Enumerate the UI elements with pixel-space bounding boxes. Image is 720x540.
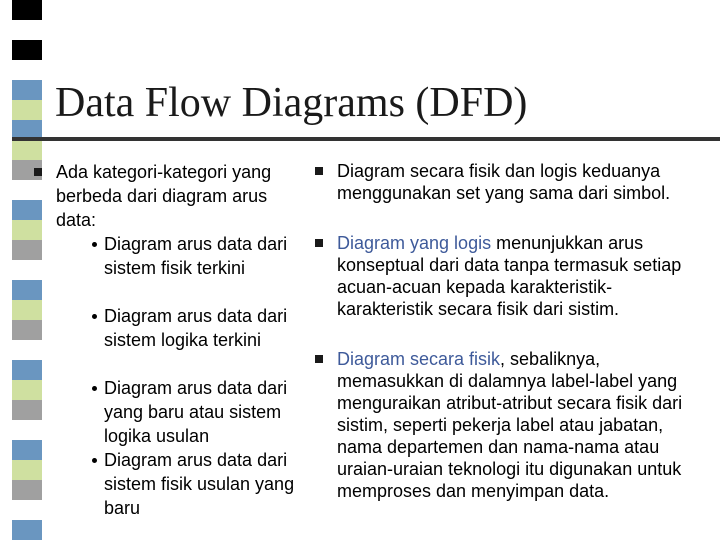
list-item: Diagram secara fisik, sebaliknya, memasukkan di dalamnya label-label yang menguraikan atribut-atribut secara fisik dari sistim, seperti pekerja label atau jabatan, nama departemen dan nama-nama atau uraian-uraian teknologi itu digunakan untuk memproses dan menyimpan data. xyxy=(337,349,683,501)
round-bullet-icon xyxy=(92,386,97,391)
decorative-color-strip xyxy=(12,0,42,540)
strip-cell xyxy=(12,40,42,60)
list-item: Diagram arus data dari yang baru atau sistem logika usulan xyxy=(88,376,298,448)
round-bullet-icon xyxy=(92,242,97,247)
strip-cell xyxy=(12,460,42,480)
strip-cell xyxy=(12,240,42,260)
strip-cell xyxy=(12,500,42,520)
strip-cell xyxy=(12,420,42,440)
strip-cell xyxy=(12,480,42,500)
list-item: Diagram arus data dari sistem fisik terkini xyxy=(88,232,298,280)
strip-cell xyxy=(12,100,42,120)
strip-cell xyxy=(12,300,42,320)
strip-cell xyxy=(12,180,42,200)
strip-cell xyxy=(12,60,42,80)
list-item: Diagram yang logis menunjukkan arus konseptual dari data tanpa termasuk setiap acuan-acuan kepada karakteristik-karakteristik secara fisik dari sistim. xyxy=(337,233,682,319)
strip-cell xyxy=(12,220,42,240)
strip-cell xyxy=(12,360,42,380)
list-item: Diagram secara fisik dan logis keduanya menggunakan set yang sama dari simbol. xyxy=(337,161,671,203)
square-bullet-icon xyxy=(315,167,323,175)
highlight-text: Diagram secara fisik xyxy=(337,349,501,369)
round-bullet-icon xyxy=(92,314,97,319)
strip-cell xyxy=(12,20,42,40)
strip-cell xyxy=(12,400,42,420)
strip-cell xyxy=(12,80,42,100)
strip-cell xyxy=(12,340,42,360)
strip-cell xyxy=(12,0,42,20)
strip-cell xyxy=(12,380,42,400)
list-item: Diagram arus data dari sistem fisik usulan yang baru xyxy=(88,448,298,520)
strip-cell xyxy=(12,320,42,340)
highlight-text: Diagram yang logis xyxy=(337,233,492,253)
strip-cell xyxy=(12,260,42,280)
title-divider xyxy=(12,137,720,141)
strip-cell xyxy=(12,440,42,460)
square-bullet-icon xyxy=(315,239,323,247)
strip-cell xyxy=(12,520,42,540)
square-bullet-icon xyxy=(315,355,323,363)
round-bullet-icon xyxy=(92,458,97,463)
strip-cell xyxy=(12,280,42,300)
list-item: Diagram arus data dari sistem logika terkini xyxy=(88,304,298,352)
strip-cell xyxy=(12,200,42,220)
square-bullet-icon xyxy=(34,168,42,176)
slide-title: Data Flow Diagrams (DFD) xyxy=(55,80,528,126)
left-lead-text: Ada kategori-kategori yang berbeda dari diagram arus data: xyxy=(56,162,272,230)
strip-cell xyxy=(12,140,42,160)
